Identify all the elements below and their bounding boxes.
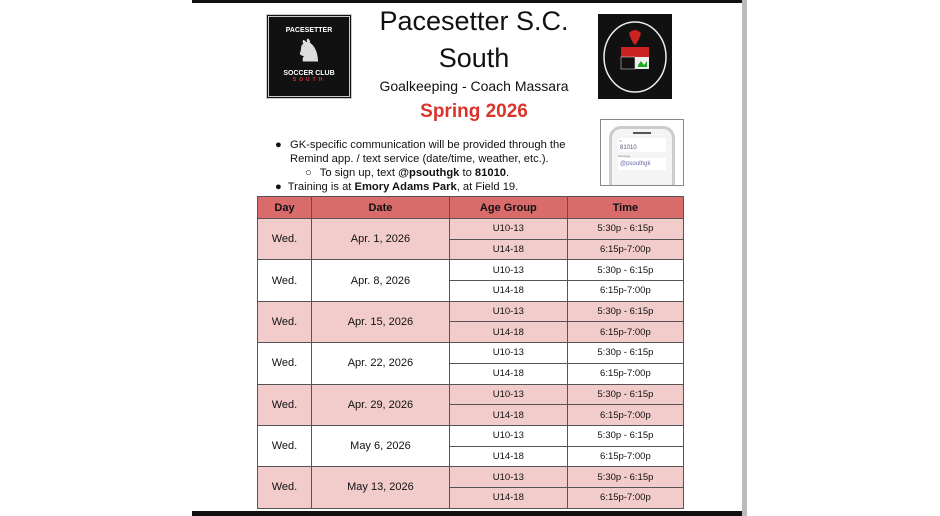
pacesetter-club-crest [598,14,672,99]
time-cell: 5:30p - 6:15p [567,260,683,281]
day-cell: Wed. [258,343,312,384]
header-age-group: Age Group [449,197,567,219]
day-cell: Wed. [258,219,312,260]
phone-message-label: Message [618,154,631,158]
bullet-location: ● Training is at Emory Adams Park, at Field 19. [275,181,519,193]
age-group-cell: U10-13 [449,384,567,405]
table-row [258,384,684,405]
age-group-cell: U10-13 [449,260,567,281]
logo-text: PACESETTER [285,27,333,34]
bullet-signup: ○ To sign up, text @psouthgk to 81010. [305,167,510,179]
pacesetter-south-logo: PACESETTER ♞ SOCCER CLUB SOUTH [266,14,352,99]
logo-text: SOUTH [292,77,326,83]
season-heading: Spring 2026 [420,101,528,122]
date-cell: Apr. 15, 2026 [311,301,449,342]
time-cell: 6:15p-7:00p [567,487,683,508]
bullet-communication: ● GK-specific communication will be provided through the Remind app. / text service (date/time, weather, etc.). [275,139,566,165]
age-group-cell: U14-18 [449,322,567,343]
date-cell: Apr. 1, 2026 [311,219,449,260]
time-cell: 6:15p-7:00p [567,363,683,384]
date-cell: May 13, 2026 [311,467,449,508]
logo-text: SOCCER CLUB [283,70,335,77]
time-cell: 5:30p - 6:15p [567,343,683,364]
table-row [258,260,684,281]
age-group-cell: U14-18 [449,363,567,384]
time-cell: 5:30p - 6:15p [567,301,683,322]
date-cell: Apr. 29, 2026 [311,384,449,425]
time-cell: 5:30p - 6:15p [567,219,683,240]
header-time: Time [567,197,683,219]
age-group-cell: U14-18 [449,239,567,260]
time-cell: 6:15p-7:00p [567,322,683,343]
date-cell: Apr. 8, 2026 [311,260,449,301]
phone-to-number: 81010 [618,144,666,152]
schedule-table [257,196,684,509]
table-row [258,467,684,488]
day-cell: Wed. [258,260,312,301]
table-header-row [258,197,684,219]
table-row [258,343,684,364]
age-group-cell: U14-18 [449,446,567,467]
day-cell: Wed. [258,301,312,342]
time-cell: 6:15p-7:00p [567,281,683,302]
phone-to-label: To [618,138,666,144]
day-cell: Wed. [258,384,312,425]
time-cell: 5:30p - 6:15p [567,384,683,405]
header-date: Date [311,197,449,219]
time-cell: 6:15p-7:00p [567,239,683,260]
date-cell: Apr. 22, 2026 [311,343,449,384]
time-cell: 5:30p - 6:15p [567,425,683,446]
day-cell: Wed. [258,467,312,508]
remind-phone-illustration [600,119,684,186]
time-cell: 5:30p - 6:15p [567,467,683,488]
table-row [258,301,684,322]
age-group-cell: U14-18 [449,281,567,302]
subtitle: Goalkeeping - Coach Massara [379,78,569,94]
time-cell: 6:15p-7:00p [567,405,683,426]
title-line2: South [438,43,510,73]
title-line1: Pacesetter S.C. [379,6,569,36]
age-group-cell: U10-13 [449,301,567,322]
phone-message: @psouthgk [618,158,666,170]
date-cell: May 6, 2026 [311,425,449,466]
age-group-cell: U10-13 [449,219,567,240]
scrollbar[interactable] [742,0,747,516]
age-group-cell: U10-13 [449,425,567,446]
age-group-cell: U14-18 [449,405,567,426]
table-row [258,219,684,240]
header-day: Day [258,197,312,219]
age-group-cell: U14-18 [449,487,567,508]
day-cell: Wed. [258,425,312,466]
age-group-cell: U10-13 [449,343,567,364]
time-cell: 6:15p-7:00p [567,446,683,467]
table-row [258,425,684,446]
age-group-cell: U10-13 [449,467,567,488]
